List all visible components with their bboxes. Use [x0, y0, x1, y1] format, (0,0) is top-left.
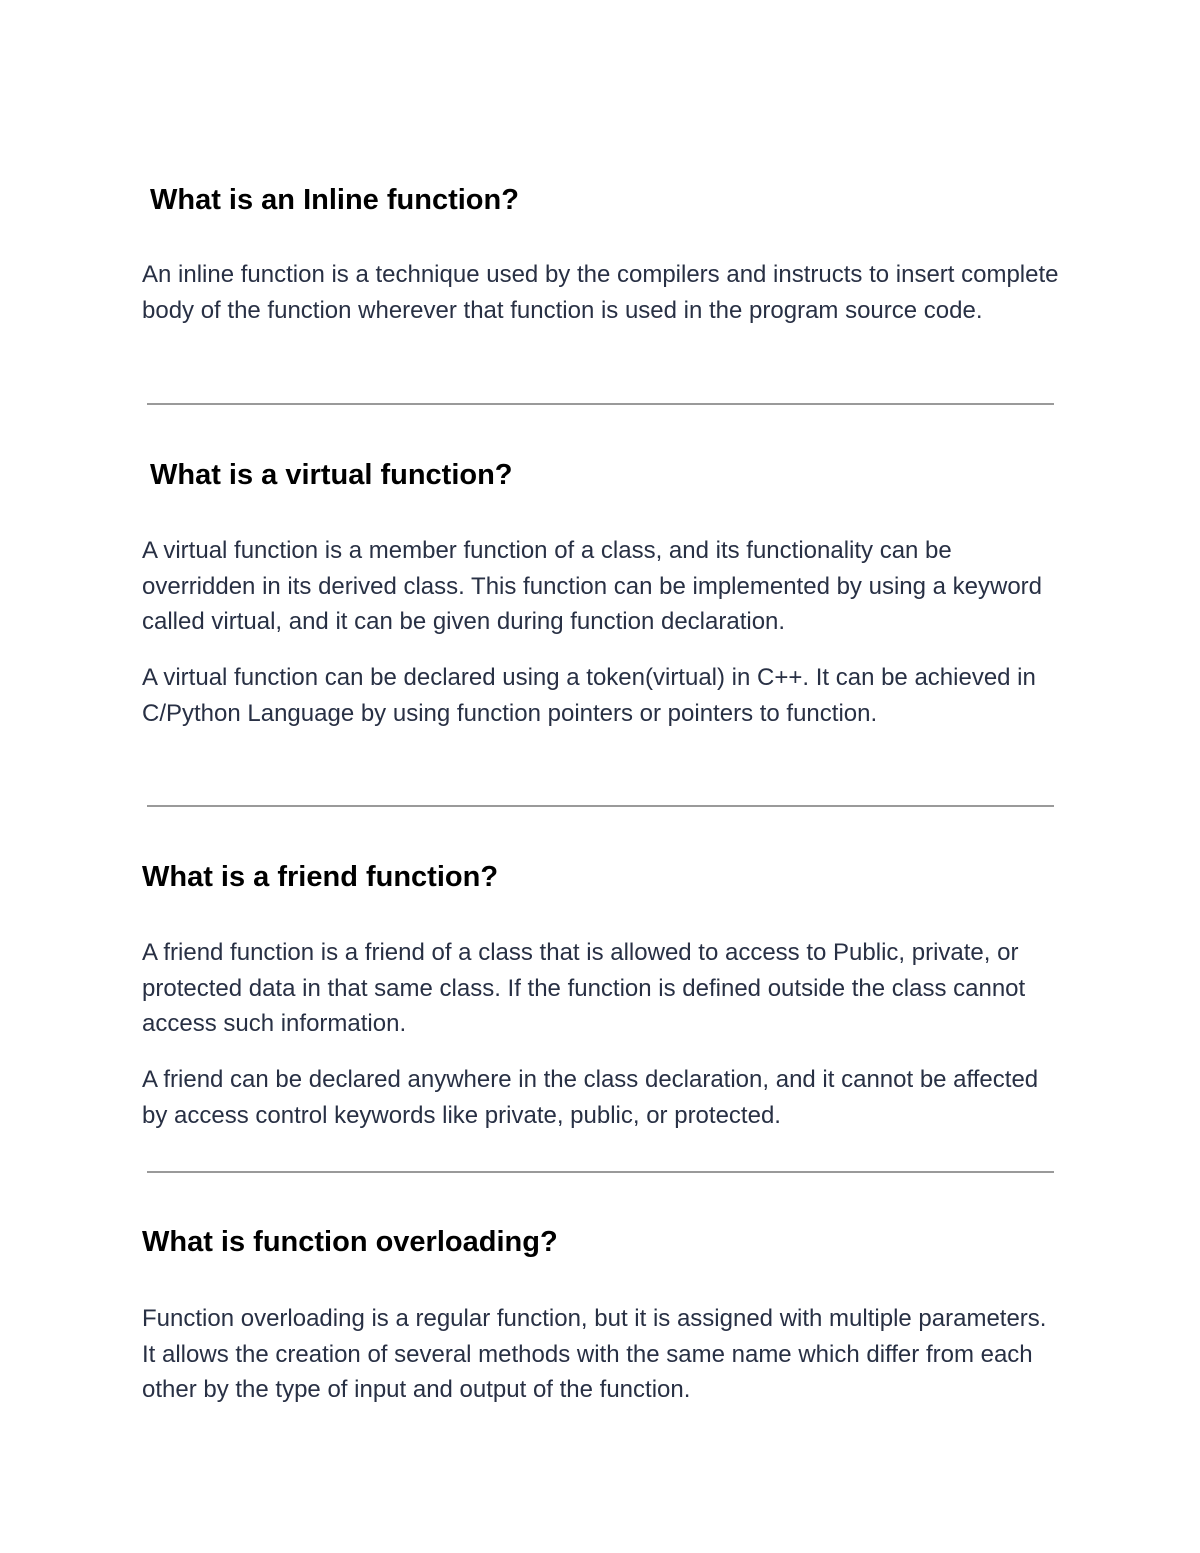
- paragraph-virtual-function-1: A virtual function is a member function of a class, and its functionality can be overridden in its derived class. This function can be implemented by using a keyword called virtual, and it can be given during function declaration.: [142, 537, 1043, 635]
- paragraph-friend-function-1: A friend function is a friend of a class that is allowed to access to Public, private, or protected data in that same class. If the function is defined outside the class cannot access such information.: [142, 939, 1026, 1037]
- paragraph-virtual-function-2: A virtual function can be declared using a token(virtual) in C++. It can be achieved in C/Python Language by using function pointers or pointers to function.: [142, 664, 1036, 727]
- heading-virtual-function: What is a virtual function?: [150, 459, 513, 491]
- heading-function-overloading: What is function overloading?: [142, 1226, 558, 1258]
- heading-friend-function: What is a friend function?: [142, 861, 499, 893]
- section-divider: [147, 805, 1054, 807]
- paragraph-function-overloading: Function overloading is a regular function, but it is assigned with multiple parameters. It allows the creation of several methods with the same name which differ from each other by the type of input and output of the function.: [142, 1305, 1047, 1403]
- section-divider: [147, 403, 1054, 405]
- paragraph-friend-function-2: A friend can be declared anywhere in the class declaration, and it cannot be affected by access control keywords like private, public, or protected.: [142, 1066, 1039, 1129]
- heading-inline-function: What is an Inline function?: [150, 184, 519, 216]
- paragraph-inline-function: An inline function is a technique used by the compilers and instructs to insert complete body of the function wherever that function is used in the program source code.: [142, 261, 1059, 324]
- section-divider: [147, 1171, 1054, 1173]
